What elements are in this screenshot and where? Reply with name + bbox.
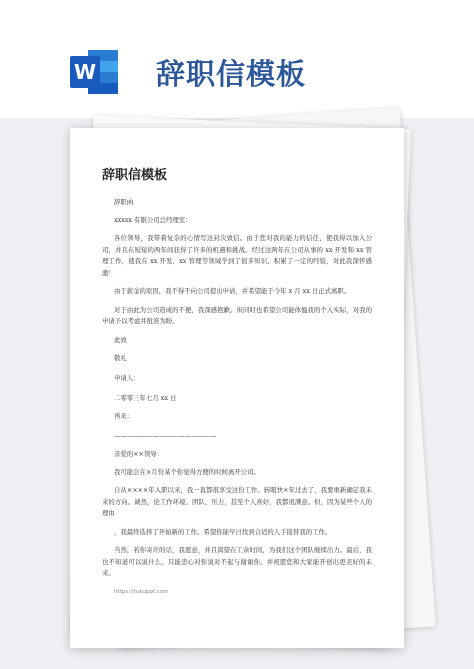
letter-paragraph: 当然，若你寄许的话，我愿意，并且渴望在工余时间，为我们这个团队继续出力。最后，我也不知道可以说什么，只能忠心对你说对不起与谢谢你，并祝愿您和大家能开创出更美好的未来。 [102,546,372,577]
letter-paragraph: 各位领导，我带着复杂的心情写这封次致信。由于您对我的能力的信任，使我得以加入公司，并且在短短的两年间获得了许多的机遇和挑战。经过这两年在公司从事的 xx 开发和 xx 管理工作，使我在 xx 开发，xx 管理等领域学到了很多知识、积累了一定的经验，对此我深怀感激！ [102,234,372,277]
letter-paragraph: ，我最终选择了开始新的工作。希望你能早日找到合适的人手接替我的工作。 [114,527,332,536]
document-title: 辞职信模板 [102,168,168,183]
word-icon [66,44,122,100]
banner [0,0,474,130]
second-greeting: 亲爱的××领导： [114,449,164,458]
letter-date: 二零零三年七月 xx 日 [114,393,177,402]
second-section-label: 再来： [114,411,134,420]
letter-paragraph: 由于薪金的原因，我不得不向公司提出申请，并希望能于今年 x 月 xx 日正式离职。 [114,287,351,295]
letter-recipient: xxxxx 有限公司总经理室： [114,216,192,224]
letter-heading: 辞职函 [114,198,134,206]
letter-paragraph: 自从××××年入职以来，我一直都很享受这份工作。转眼快×年过去了，我要重新确定我未来的方向。诚然，论工作环境、团队、压力，甚至个人喜好，我都很满意。但，因为某些个人的理由 [102,486,372,517]
word-logo-letter: W [73,60,97,84]
letter-paragraph: 我可能会在×月份某个你觉得方便的时候离开公司。 [114,467,260,476]
section-divider: ———————————————— [114,431,217,440]
document-page [70,128,404,648]
banner-title: 辞职信模板 [156,57,307,91]
closing-line: 敬礼 [114,353,127,362]
source-url[interactable]: https://tukuppt.com [114,588,169,595]
closing-line: 此致 [114,335,127,344]
letter-paragraph: 对于由此为公司造成的不便，我深感抱歉。但同时也希望公司能体恤我的个人实际，对我的申请予以考虑并批准为盼。 [102,305,372,325]
applicant-label: 申请人： [114,373,140,382]
